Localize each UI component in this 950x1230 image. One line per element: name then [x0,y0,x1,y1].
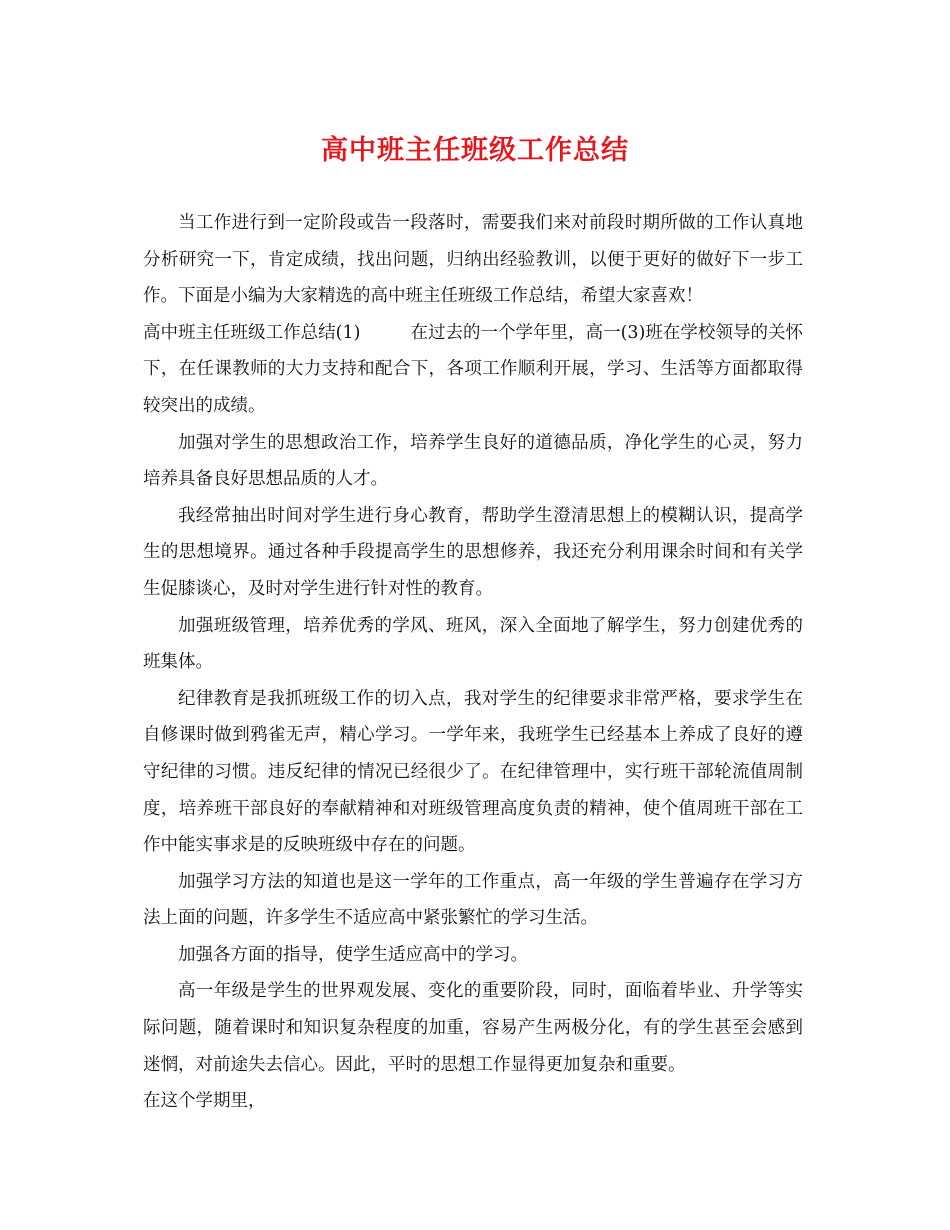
section-lead: 在过去的一个学年里，高一(3)班在学校领导的关怀下，在任课教师的大力支持和配合下，各项工作顺利开展，学习、生活等方面都取得较突出的成绩。 [143,322,803,416]
body-paragraph-2: 我经常抽出时间对学生进行身心教育，帮助学生澄清思想上的模糊认识，提高学生的思想境界。通过各种手段提高学生的思想修养，我还充分利用课余时间和有关学生促膝谈心，及时对学生进行针对性的教育。 [143,505,803,599]
document-body [143,205,803,1120]
document-title: 高中班主任班级工作总结 [321,135,629,166]
intro-text: 当工作进行到一定阶段或告一段落时，需要我们来对前段时期所做的工作认真地分析研究一下，肯定成绩，找出问题，归纳出经验教训，以便于更好的做好下一步工作。下面是小编为大家精选的高中班主任班级工作总结，希望大家喜欢！ [143,213,803,307]
body-paragraph-1: 加强对学生的思想政治工作，培养学生良好的道德品质，净化学生的心灵，努力培养具备良好思想品质的人才。 [143,432,803,490]
intro-paragraph [143,205,803,315]
body-paragraph-3: 加强班级管理，培养优秀的学风、班风，深入全面地了解学生，努力创建优秀的班集体。 [143,615,803,673]
body-paragraph-4: 纪律教育是我抓班级工作的切入点，我对学生的纪律要求非常严格，要求学生在自修课时做到鸦雀无声，精心学习。一学年来，我班学生已经基本上养成了良好的遵守纪律的习惯。违反纪律的情况已经很少了。在纪律管理中，实行班干部轮流值周制度，培养班干部良好的奉献精神和对班级管理高度负责的精神，使个值周班干部在工作中能实事求是的反映班级中存在的问题。 [143,688,803,856]
body-paragraph-6: 加强各方面的指导，使学生适应高中的学习。 [178,944,528,965]
body-paragraph-5: 加强学习方法的知道也是这一学年的工作重点，高一年级的学生普遍存在学习方法上面的问题，许多学生不适应高中紧张繁忙的学习生活。 [143,871,803,929]
section-heading: 高中班主任班级工作总结(1) [143,322,361,343]
body-paragraph-7: 高一年级是学生的世界观发展、变化的重要阶段，同时，面临着毕业、升学等实际问题，随着课时和知识复杂程度的加重，容易产生两极分化，有的学生甚至会感到迷惘，对前途失去信心。因此，平时的思想工作显得更加复杂和重要。 [143,981,803,1075]
section-paragraph [143,315,803,425]
closing-line: 在这个学期里， [143,1091,266,1112]
